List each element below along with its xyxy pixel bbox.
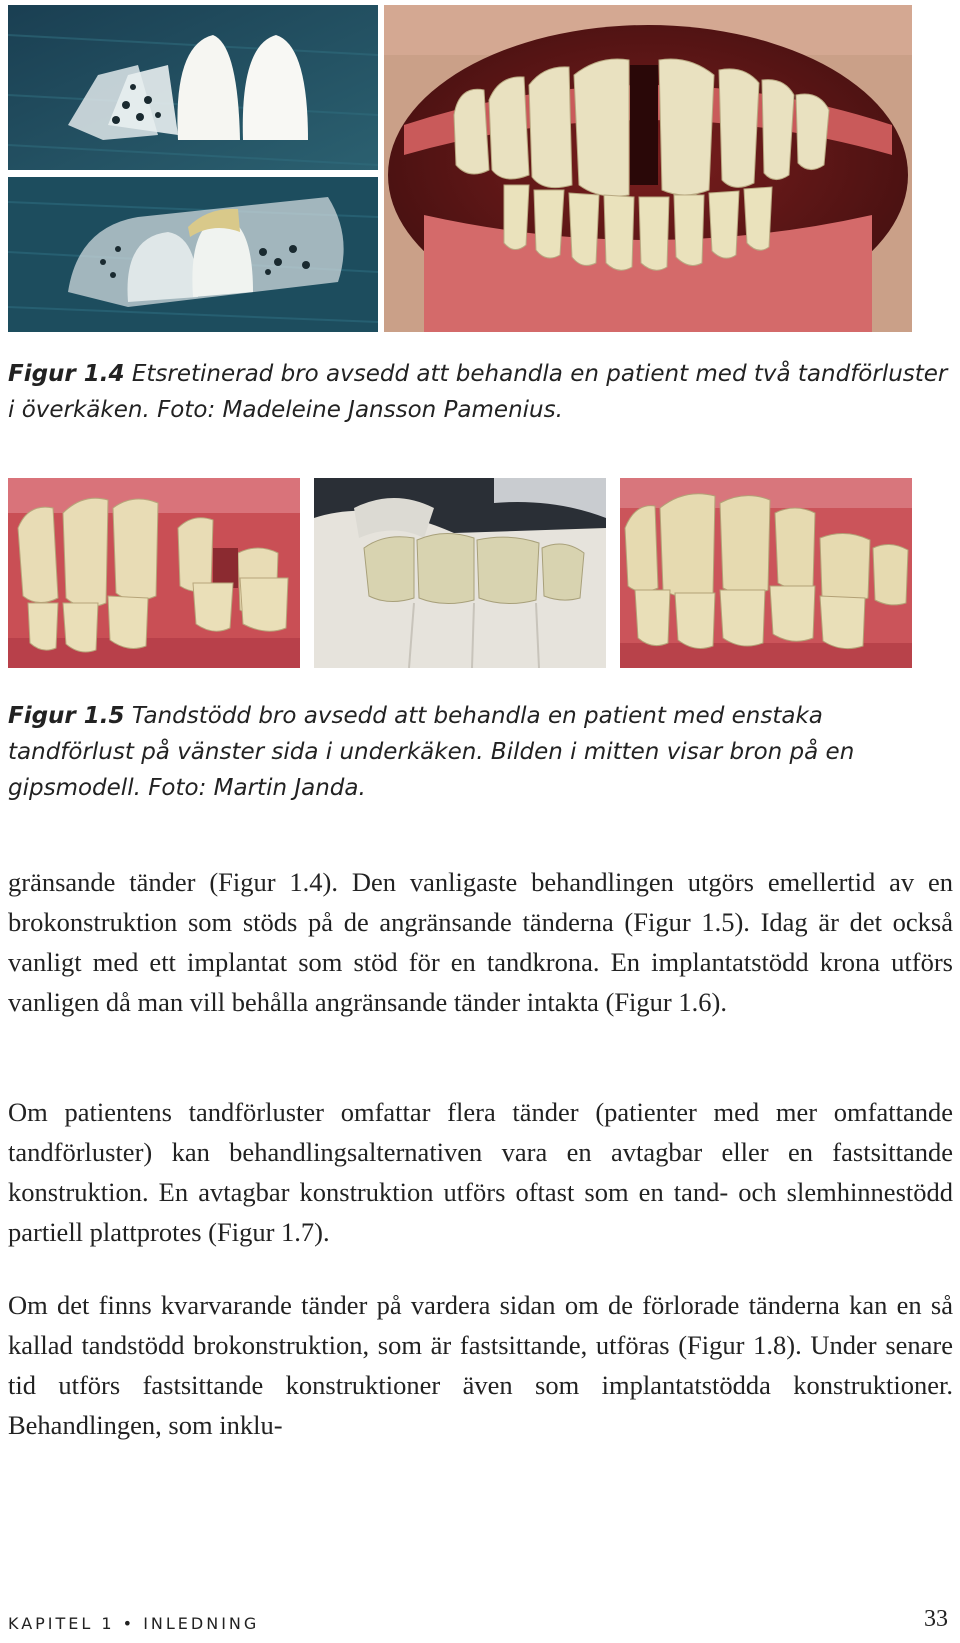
tooth-gap-photo: [8, 478, 300, 668]
body-paragraph-1: gränsande tänder (Figur 1.4). Den vanligaste behandlingen utgörs emellertid av en brokonstruktion som stöds på de angränsande tänderna (Figur 1.5). Idag är det också vanligt med ett implantat som stöd för en tandkrona. En implantatstödd krona utförs vanligen då man vill behålla angränsande tänder intakta (Figur 1.6).: [8, 867, 953, 1017]
chapter-footer: KAPITEL 1 • INLEDNING: [8, 1614, 260, 1633]
body-paragraph-2: Om patientens tandförluster omfattar flera tänder (patienter med mer omfattande tandförluster) kan behandlingsalternativen vara en avtagbar eller en fastsittande konstruktion. En avtagbar konstruktion utförs oftast som en tand- och slemhinnestödd partiell plattprotes (Figur 1.7).: [8, 1097, 953, 1247]
page-number: 33: [924, 1606, 948, 1632]
bridge-plaster-model-photo: [314, 478, 606, 668]
figure-1-4-label: Figur 1.4: [8, 361, 125, 387]
bridge-model-top-photo: [8, 5, 378, 170]
restored-teeth-photo: [620, 478, 912, 668]
figure-1-4-caption: [8, 356, 948, 428]
body-paragraph-3: Om det finns kvarvarande tänder på vardera sidan om de förlorade tänderna kan en så kallad tandstödd brokonstruktion, som är fastsittande, utföras (Figur 1.8). Under senare tid utförs fastsittande konstruktioner även som implantatstödda konstruktioner. Behandlingen, som inklu-: [8, 1290, 953, 1440]
figure-1-5-text: Tandstödd bro avsedd att behandla en patient med enstaka tandförlust på vänster sida i underkäken. Bilden i mitten visar bron på en gipsmodell. Foto: Martin Janda.: [8, 703, 855, 801]
upper-jaw-teeth-photo: [384, 5, 912, 332]
figure-1-4-text: Etsretinerad bro avsedd att behandla en patient med två tandförluster i överkäken. Foto: Madeleine Jansson Pamenius.: [8, 361, 948, 423]
figure-1-5-label: Figur 1.5: [8, 703, 125, 729]
bridge-model-bottom-photo: [8, 177, 378, 332]
figure-1-5-caption: [8, 698, 948, 806]
